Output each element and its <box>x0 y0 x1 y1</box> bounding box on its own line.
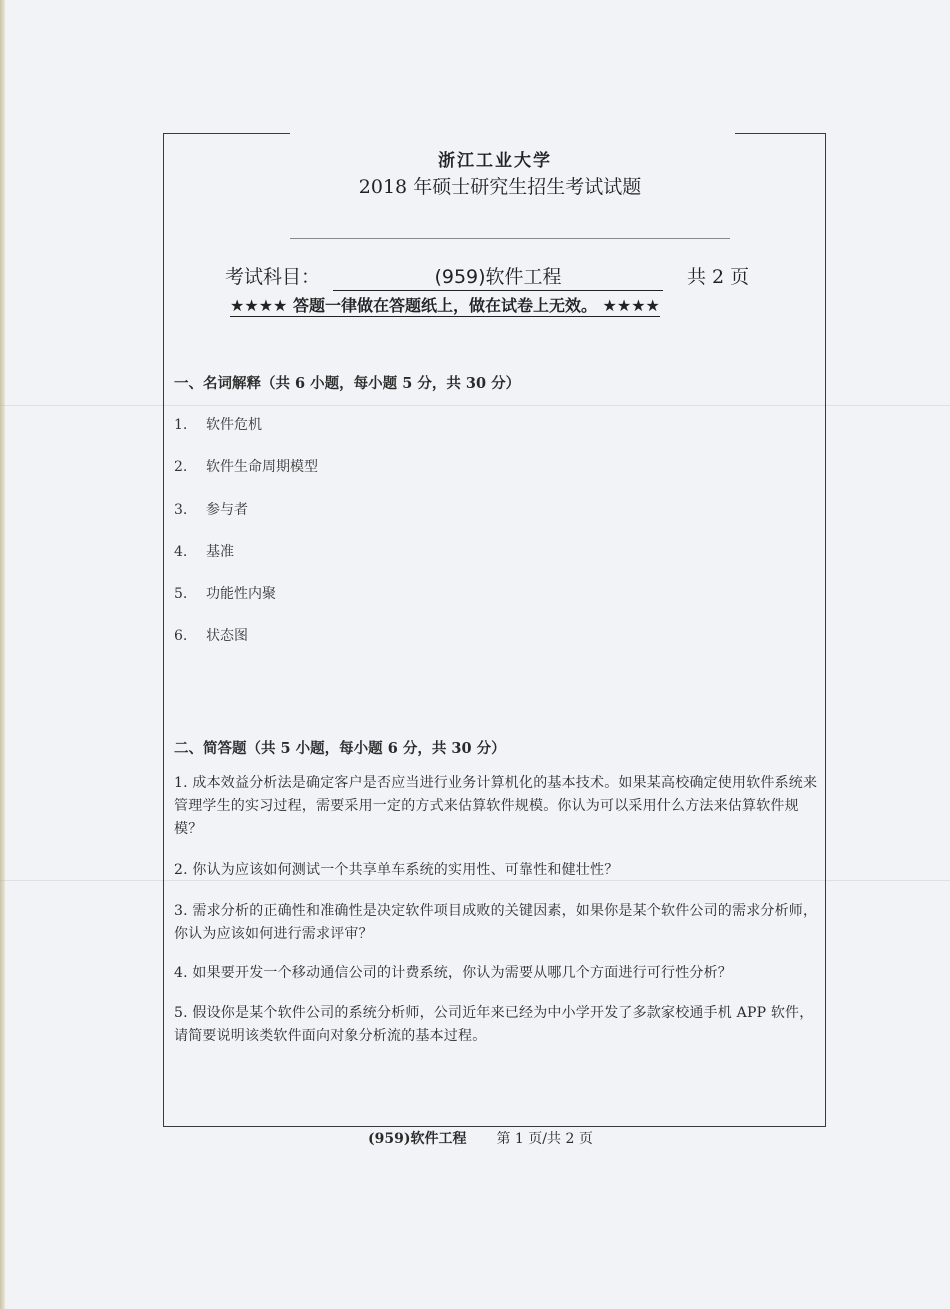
question-item: 3. 需求分析的正确性和准确性是决定软件项目成败的关键因素，如果你是某个软件公司的需求分析师，你认为应该如何进行需求评审？ <box>174 903 818 942</box>
term-item <box>174 456 318 476</box>
exam-title: 2018 年硕士研究生招生考试试题 <box>358 176 642 198</box>
term-number: 3. <box>174 502 188 518</box>
question-item: 5. 假设你是某个软件公司的系统分析师，公司近年来已经为中小学开发了多款家校通手机 APP 软件，请简要说明该类软件面向对象分析流的基本过程。 <box>174 1005 814 1044</box>
answer-notice: ★★★★ 答题一律做在答题纸上，做在试卷上无效。 ★★★★ <box>230 293 660 317</box>
term-item <box>174 541 234 561</box>
frame-top-border-right <box>735 133 826 134</box>
section-heading-terms: 一、名词解释（共 6 小题，每小题 5 分，共 30 分） <box>174 375 521 392</box>
term-number: 1. <box>174 417 188 433</box>
scan-edge <box>0 0 5 1309</box>
term-number: 6. <box>174 628 188 644</box>
total-pages: 共 2 页 <box>687 266 750 288</box>
university-name: 浙江工业大学 <box>438 151 552 171</box>
page-footer <box>368 1128 593 1148</box>
section-heading-short-answer: 二、简答题（共 5 小题，每小题 6 分，共 30 分） <box>174 740 506 757</box>
subject-line <box>225 262 785 292</box>
term-item <box>174 625 248 645</box>
term-item <box>174 583 276 603</box>
term-text: 状态图 <box>206 628 248 644</box>
term-text: 软件生命周期模型 <box>206 459 318 475</box>
subject-label: 考试科目： <box>225 266 321 288</box>
term-text: 参与者 <box>206 502 248 518</box>
term-number: 2. <box>174 459 188 475</box>
term-text: 软件危机 <box>206 417 262 433</box>
question-item: 2. 你认为应该如何测试一个共享单车系统的实用性、可靠性和健壮性？ <box>174 862 619 878</box>
question-item: 4. 如果要开发一个移动通信公司的计费系统，你认为需要从哪几个方面进行可行性分析？ <box>174 965 733 981</box>
term-item <box>174 499 248 519</box>
term-text: 基准 <box>206 544 234 560</box>
term-number: 4. <box>174 544 188 560</box>
term-item <box>174 414 262 434</box>
footer-page-number: 第 1 页/共 2 页 <box>496 1131 593 1147</box>
term-text: 功能性内聚 <box>206 586 276 602</box>
footer-subject: (959)软件工程 <box>368 1131 467 1147</box>
question-item: 1. 成本效益分析法是确定客户是否应当进行业务计算机化的基本技术。如果某高校确定使用软件系统来管理学生的实习过程，需要采用一定的方式来估算软件规模。你认为可以采用什么方法来估算软件规模？ <box>174 775 818 837</box>
term-number: 5. <box>174 586 188 602</box>
title-divider <box>290 238 730 239</box>
subject-value: (959)软件工程 <box>333 262 663 291</box>
frame-top-border-left <box>163 133 290 134</box>
